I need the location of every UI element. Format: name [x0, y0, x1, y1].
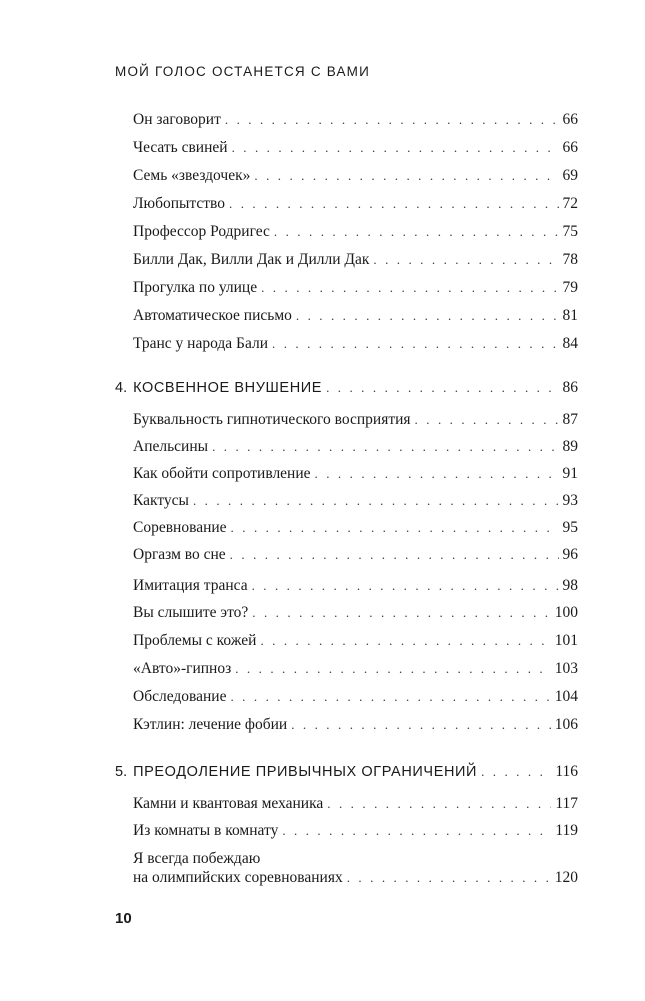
leader-dots — [481, 762, 551, 781]
toc-entry-title: Семь «звездочек» — [133, 167, 251, 184]
toc-entry-title: Обследование — [133, 688, 227, 705]
toc-entry-page: 78 — [562, 251, 578, 268]
leader-dots — [225, 110, 559, 129]
leader-dots — [326, 378, 558, 397]
leader-dots — [252, 576, 559, 595]
toc-entry-title: Как обойти сопротивление — [133, 465, 311, 482]
toc-entry-title: Имитация транса — [133, 577, 248, 594]
running-head: МОЙ ГОЛОС ОСТАНЕТСЯ С ВАМИ — [115, 64, 371, 79]
toc-entry[interactable] — [133, 631, 578, 650]
toc-entry-title: Буквальность гипнотического восприятия — [133, 411, 411, 428]
toc-entry[interactable] — [133, 545, 578, 564]
leader-dots — [232, 138, 559, 157]
toc-entry[interactable] — [133, 278, 578, 297]
toc-entry[interactable] — [133, 794, 578, 813]
leader-dots — [261, 278, 558, 297]
toc-entry-title: Кэтлин: лечение фобии — [133, 716, 288, 733]
leader-dots — [282, 821, 551, 840]
toc-entry-title: Апельсины — [133, 438, 209, 455]
toc-entry[interactable] — [133, 250, 578, 269]
toc-entry[interactable] — [133, 603, 578, 622]
toc-entry-title: Проблемы с кожей — [133, 632, 257, 649]
leader-dots — [373, 250, 558, 269]
chapter-title: КОСВЕННОЕ ВНУШЕНИЕ — [133, 380, 323, 396]
leader-dots — [274, 222, 559, 241]
toc-entry[interactable] — [133, 410, 578, 429]
toc-entry-page: 89 — [562, 438, 578, 455]
toc-entry[interactable] — [133, 659, 578, 678]
toc-entry-page: 120 — [554, 869, 578, 886]
toc-entry-page: 100 — [554, 604, 578, 621]
toc-entry-page: 103 — [554, 660, 578, 677]
toc-entry-title: Соревнование — [133, 519, 227, 536]
toc-entry-title-line2: на олимпийских соревнованиях — [133, 869, 343, 886]
toc-entry[interactable] — [133, 821, 578, 840]
leader-dots — [254, 166, 558, 185]
toc-entry[interactable] — [133, 110, 578, 129]
toc-entry-title: Из комнаты в комнату — [133, 822, 279, 839]
toc-entry[interactable] — [133, 491, 578, 510]
toc-entry-title: Камни и квантовая механика — [133, 795, 324, 812]
leader-dots — [291, 715, 551, 734]
toc-entry[interactable] — [133, 138, 578, 157]
chapter-number: 5. — [115, 764, 128, 780]
chapter-heading[interactable] — [115, 378, 578, 398]
toc-entry-page: 81 — [562, 307, 578, 324]
leader-dots — [260, 631, 550, 650]
toc-entry[interactable] — [133, 166, 578, 185]
toc-entry[interactable] — [133, 849, 578, 887]
toc-entry-title: Транс у народа Бали — [133, 335, 268, 352]
leader-dots — [347, 868, 551, 887]
toc-entry-page: 66 — [562, 139, 578, 156]
chapter-number: 4. — [115, 380, 128, 396]
toc-entry-title: «Авто»-гипноз — [133, 660, 232, 677]
toc-entry-page: 101 — [554, 632, 578, 649]
toc-entry-page: 93 — [562, 492, 578, 509]
toc-entry-title: Любопытство — [133, 195, 226, 212]
leader-dots — [212, 437, 558, 456]
toc-entry-title: Оргазм во сне — [133, 546, 226, 563]
toc-entry-title: Билли Дак, Вилли Дак и Дилли Дак — [133, 251, 370, 268]
leader-dots — [327, 794, 551, 813]
leader-dots — [193, 491, 559, 510]
page-number: 10 — [115, 910, 132, 927]
toc-entry[interactable] — [133, 306, 578, 325]
toc-entry[interactable] — [133, 715, 578, 734]
toc-entry-page: 104 — [554, 688, 578, 705]
toc-entry-title-line1: Я всегда побеждаю — [133, 850, 261, 867]
toc-entry[interactable] — [133, 437, 578, 456]
toc-entry-line2 — [133, 868, 578, 887]
toc-entry-title: Кактусы — [133, 492, 189, 509]
leader-dots — [230, 687, 550, 706]
toc-entry-page: 66 — [562, 111, 578, 128]
toc-entry-title: Профессор Родригес — [133, 223, 270, 240]
leader-dots — [229, 194, 558, 213]
toc-entry[interactable] — [133, 687, 578, 706]
leader-dots — [315, 464, 559, 483]
toc-entry-page: 84 — [562, 335, 578, 352]
toc-entry[interactable] — [133, 222, 578, 241]
toc-entry-title: Прогулка по улице — [133, 279, 258, 296]
leader-dots — [252, 603, 550, 622]
toc-entry-title: Он заговорит — [133, 111, 221, 128]
leader-dots — [231, 518, 559, 537]
leader-dots — [272, 334, 559, 353]
toc-entry-page: 87 — [562, 411, 578, 428]
toc-entry-page: 75 — [562, 223, 578, 240]
leader-dots — [235, 659, 551, 678]
toc-entry-page: 69 — [562, 167, 578, 184]
toc-entry-page: 95 — [562, 519, 578, 536]
toc-entry-page: 91 — [562, 465, 578, 482]
toc-entry-page: 98 — [562, 577, 578, 594]
toc-entry-page: 72 — [562, 195, 578, 212]
toc-entry[interactable] — [133, 334, 578, 353]
toc-entry-title: Вы слышите это? — [133, 604, 249, 621]
toc-entry-page: 106 — [554, 716, 578, 733]
chapter-page: 116 — [555, 763, 578, 780]
toc-entry[interactable] — [133, 518, 578, 537]
toc-entry-title: Автоматическое письмо — [133, 307, 292, 324]
leader-dots — [230, 545, 559, 564]
toc-entry-page: 96 — [562, 546, 578, 563]
leader-dots — [415, 410, 559, 429]
chapter-page: 86 — [562, 379, 578, 396]
toc-entry[interactable] — [133, 576, 578, 595]
toc-entry-page: 119 — [555, 822, 578, 839]
toc-entry-title: Чесать свиней — [133, 139, 228, 156]
toc-entry-page: 79 — [562, 279, 578, 296]
toc-entry-page: 117 — [555, 795, 578, 812]
toc-entry[interactable] — [133, 464, 578, 483]
chapter-heading[interactable] — [115, 762, 578, 782]
toc-entry[interactable] — [133, 194, 578, 213]
leader-dots — [296, 306, 559, 325]
chapter-title: ПРЕОДОЛЕНИЕ ПРИВЫЧНЫХ ОГРАНИЧЕНИЙ — [133, 764, 478, 780]
